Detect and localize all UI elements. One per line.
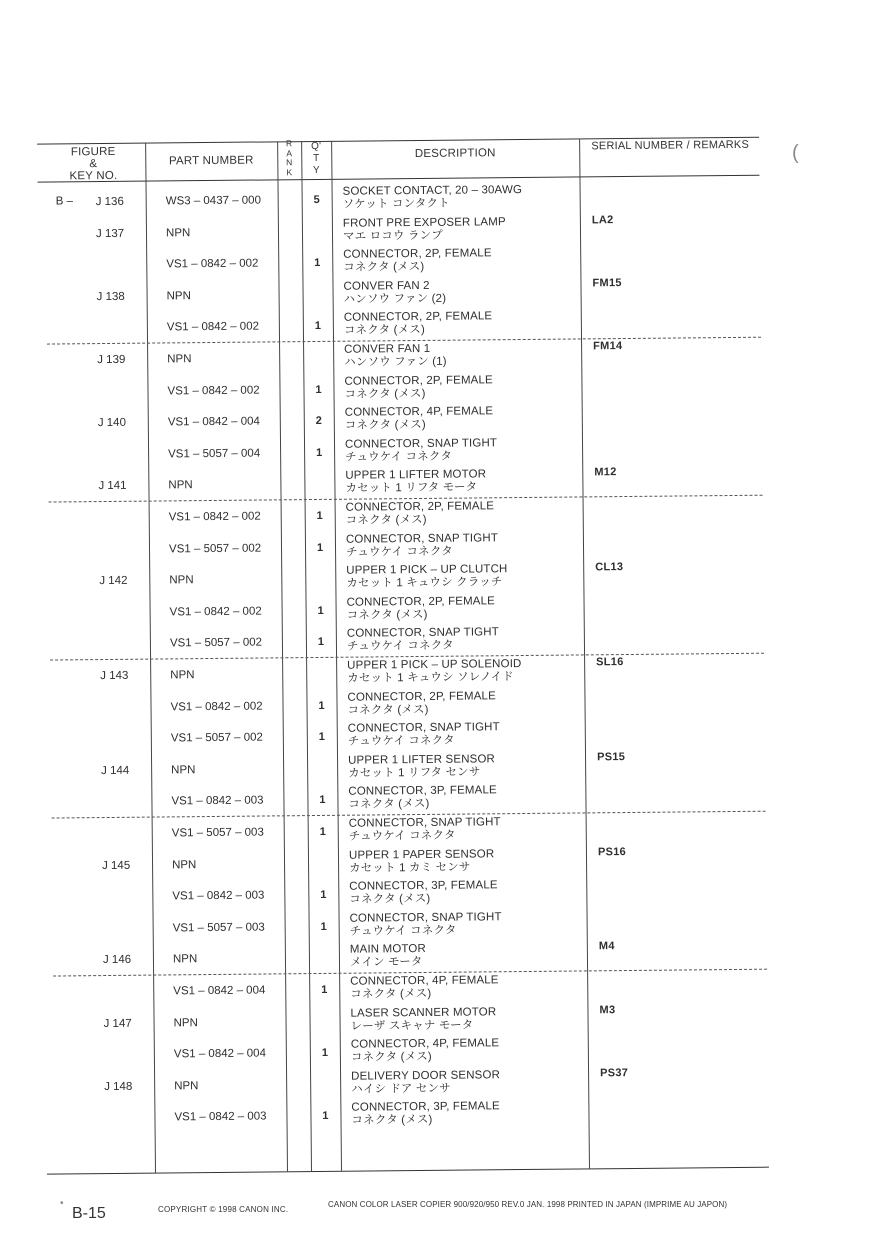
parts-table-body [0,0,870,4]
part-number: NPN [170,669,194,682]
key-number: J 139 [97,354,125,367]
part-number: NPN [171,764,195,777]
description-en: CONNECTOR, SNAP TIGHT [350,911,502,925]
description-en: UPPER 1 PICK – UP SOLENOID [347,658,521,672]
description-jp: コネクタ (メス) [351,1114,432,1127]
header-amp-label: & [45,158,141,171]
part-number: VS1 – 0842 – 003 [174,1111,266,1125]
table-row [0,0,870,4]
header-keyno-label: KEY NO. [45,170,141,183]
table-row [0,0,870,4]
part-number: VS1 – 0842 – 002 [169,511,261,525]
description-jp: チュウケイ コネクタ [349,830,456,844]
table-row [0,0,870,4]
quantity: 1 [311,383,325,396]
description-jp: ソケット コンタクト [343,198,450,212]
quantity: 1 [314,699,328,712]
header-rank-r: R [279,139,299,149]
description-en: CONNECTOR, 2P, FEMALE [344,311,493,325]
header-rank-a: A [279,149,299,159]
table-row [0,0,870,4]
quantity: 1 [314,605,328,618]
quantity: 1 [314,636,328,649]
header-qty-y: Y [303,165,329,177]
description-jp: カセット 1 リフタ モータ [345,482,477,496]
header-qty-t: T [303,153,329,165]
part-number: VS1 – 0842 – 004 [173,985,265,999]
part-number: VS1 – 0842 – 002 [170,700,262,714]
description-en: CONNECTOR, SNAP TIGHT [348,721,500,735]
quantity: 1 [317,984,331,997]
description-jp: コネクタ (メス) [348,798,429,811]
header-qty [303,141,329,177]
key-number: J 147 [104,1017,132,1030]
quantity: 1 [316,889,330,902]
description-en: CONNECTOR, 2P, FEMALE [347,690,496,704]
remark: CL13 [595,561,623,574]
table-row [0,0,870,4]
key-number: J 142 [99,575,127,588]
part-number: VS1 – 5057 – 003 [172,827,264,841]
header-part-number: PART NUMBER [147,154,275,167]
part-number: VS1 – 0842 – 002 [167,321,259,335]
table-row [0,0,870,4]
figure-prefix: B – [56,195,73,207]
header-rank-k: K [279,168,299,178]
part-number: NPN [167,290,191,303]
table-row [0,0,870,4]
table-row [0,0,870,4]
description-en: CONNECTOR, 4P, FEMALE [350,974,499,988]
description-jp: コネクタ (メス) [345,419,426,432]
quantity: 1 [312,447,326,460]
remark: M4 [599,941,615,954]
page-number: B-15 [72,1205,106,1223]
description-en: CONNECTOR, SNAP TIGHT [349,816,501,830]
description-en: LASER SCANNER MOTOR [350,1006,496,1020]
description-en: DELIVERY DOOR SENSOR [351,1069,500,1083]
table-row [0,0,870,4]
description-jp: カセット 1 カミ センサ [349,861,471,875]
description-jp: コネクタ (メス) [351,1051,432,1064]
quantity: 1 [318,1110,332,1123]
part-number: VS1 – 0842 – 004 [174,1048,266,1062]
table-row [0,0,870,4]
description-jp: レーザ スキャナ モータ [351,1019,474,1033]
table-row [0,0,870,4]
part-number: NPN [174,1080,198,1093]
table-row [0,0,870,4]
quantity: 1 [315,731,329,744]
description-en: MAIN MOTOR [350,943,426,956]
description-jp: コネクタ (メス) [347,609,428,622]
part-number: NPN [169,574,193,587]
description-en: CONVER FAN 2 [343,280,429,293]
copyright-notice: COPYRIGHT © 1998 CANON INC. [158,1205,288,1214]
part-number: VS1 – 5057 – 003 [173,921,265,935]
header-rank [279,139,299,177]
description-jp: コネクタ (メス) [346,514,427,527]
table-row [0,0,870,4]
remark: M12 [594,466,616,479]
header-rank-n: N [279,158,299,168]
part-number: NPN [167,353,191,366]
description-en: CONNECTOR, 4P, FEMALE [351,1037,500,1051]
product-info: CANON COLOR LASER COPIER 900/920/950 REV.0 JAN. 1998 PRINTED IN JAPAN (IMPRIME AU JAPON) [328,1200,727,1209]
description-jp: チュウケイ コネクタ [345,450,452,464]
part-number: NPN [168,480,192,493]
key-number: J 138 [97,291,125,304]
header-figure-label: FIGURE [45,146,141,159]
description-en: UPPER 1 LIFTER MOTOR [345,469,486,483]
table-row [0,0,870,4]
description-jp: コネクタ (メス) [344,388,425,401]
key-number: J 136 [96,196,124,209]
quantity: 1 [318,1047,332,1060]
quantity: 1 [311,320,325,333]
description-en: FRONT PRE EXPOSER LAMP [343,216,506,230]
remark: SL16 [596,656,624,669]
table-row [0,0,870,4]
description-jp: コネクタ (メス) [349,893,430,906]
description-jp: チュウケイ コネクタ [347,640,454,654]
description-jp: チュウケイ コネクタ [350,924,457,938]
table-row [0,0,870,4]
table-row [0,0,870,4]
remark: PS37 [600,1067,628,1080]
key-number: J 143 [100,670,128,683]
description-en: CONNECTOR, 4P, FEMALE [345,405,494,419]
table-row [0,0,870,4]
description-jp: コネクタ (メス) [343,261,424,274]
description-jp: コネクタ (メス) [350,988,431,1001]
key-number: J 148 [104,1081,132,1094]
key-number: J 137 [96,227,124,240]
quantity: 1 [313,510,327,523]
description-jp: カセット 1 キュウシ ソレノイド [347,671,514,685]
scan-mark: ( [792,142,799,165]
key-number: J 140 [98,417,126,430]
quantity: 2 [312,415,326,428]
part-number: VS1 – 5057 – 002 [170,637,262,651]
table-row [0,0,870,4]
remark: FM15 [592,277,621,290]
description-en: CONVER FAN 1 [344,343,430,356]
key-number: J 146 [103,954,131,967]
description-jp: メイン モータ [350,956,423,969]
header-qty-q: Q' [303,141,329,153]
description-en: CONNECTOR, 3P, FEMALE [349,879,498,893]
remark: M3 [599,1004,615,1017]
remark: LA2 [592,214,614,227]
key-number: J 141 [98,480,126,493]
table-row [0,0,870,4]
header-description: DESCRIPTION [333,146,577,160]
table-row [0,0,870,4]
description-en: CONNECTOR, SNAP TIGHT [346,532,498,546]
description-en: CONNECTOR, 2P, FEMALE [344,374,493,388]
description-jp: カセット 1 リフタ センサ [348,766,480,780]
description-jp: ハンソウ ファン (1) [344,356,447,369]
description-en: CONNECTOR, 2P, FEMALE [343,247,492,261]
part-number: VS1 – 0842 – 004 [168,416,260,430]
table-row [0,0,870,4]
description-en: UPPER 1 LIFTER SENSOR [348,753,495,767]
table-row [0,0,870,4]
part-number: WS3 – 0437 – 000 [166,195,261,209]
quantity: 1 [317,921,331,934]
part-number: NPN [172,859,196,872]
quantity: 5 [310,194,324,207]
table-row [0,0,870,4]
header-figure-key [45,146,141,183]
description-en: CONNECTOR, 3P, FEMALE [348,785,497,799]
header-remarks: SERIAL NUMBER / REMARKS [581,139,759,153]
description-en: SOCKET CONTACT, 20 – 30AWG [343,184,523,198]
table-row [0,0,870,4]
description-en: UPPER 1 PAPER SENSOR [349,848,494,862]
key-number: J 144 [101,765,129,778]
key-number: J 145 [102,859,130,872]
table-row [0,0,870,4]
quantity: 1 [316,826,330,839]
part-number: NPN [166,227,190,240]
table-row [0,0,870,4]
description-jp: チュウケイ コネクタ [346,545,453,559]
table-row [0,0,870,4]
part-number: VS1 – 5057 – 002 [169,542,261,556]
description-jp: ハンソウ ファン (2) [344,293,447,306]
quantity: 1 [313,541,327,554]
part-number: NPN [173,954,197,967]
part-number: VS1 – 0842 – 002 [166,258,258,272]
description-jp: カセット 1 キュウシ クラッチ [346,576,502,590]
remark: FM14 [593,340,622,353]
part-number: VS1 – 0842 – 002 [170,605,262,619]
part-number: VS1 – 0842 – 003 [171,795,263,809]
description-en: CONNECTOR, SNAP TIGHT [345,437,497,451]
scan-mark: • [60,1198,64,1209]
part-number: VS1 – 5057 – 004 [168,447,260,461]
quantity: 1 [310,257,324,270]
description-en: CONNECTOR, 3P, FEMALE [351,1101,500,1115]
part-number: VS1 – 0842 – 002 [167,384,259,398]
description-en: UPPER 1 PICK – UP CLUTCH [346,563,507,577]
description-en: CONNECTOR, 2P, FEMALE [346,500,495,514]
remark: PS16 [598,846,626,859]
description-en: CONNECTOR, SNAP TIGHT [347,627,499,641]
description-jp: チュウケイ コネクタ [348,735,455,749]
description-jp: コネクタ (メス) [344,324,425,337]
description-jp: ハイシ ドア センサ [351,1083,451,1096]
part-number: VS1 – 5057 – 002 [171,732,263,746]
description-jp: コネクタ (メス) [348,704,429,717]
part-number: VS1 – 0842 – 003 [172,890,264,904]
description-jp: マエ ロコウ ランプ [343,229,443,242]
description-en: CONNECTOR, 2P, FEMALE [346,595,495,609]
table-row [0,0,870,4]
part-number: NPN [174,1017,198,1030]
quantity: 1 [315,794,329,807]
remark: PS15 [597,751,625,764]
table-row [0,0,870,4]
